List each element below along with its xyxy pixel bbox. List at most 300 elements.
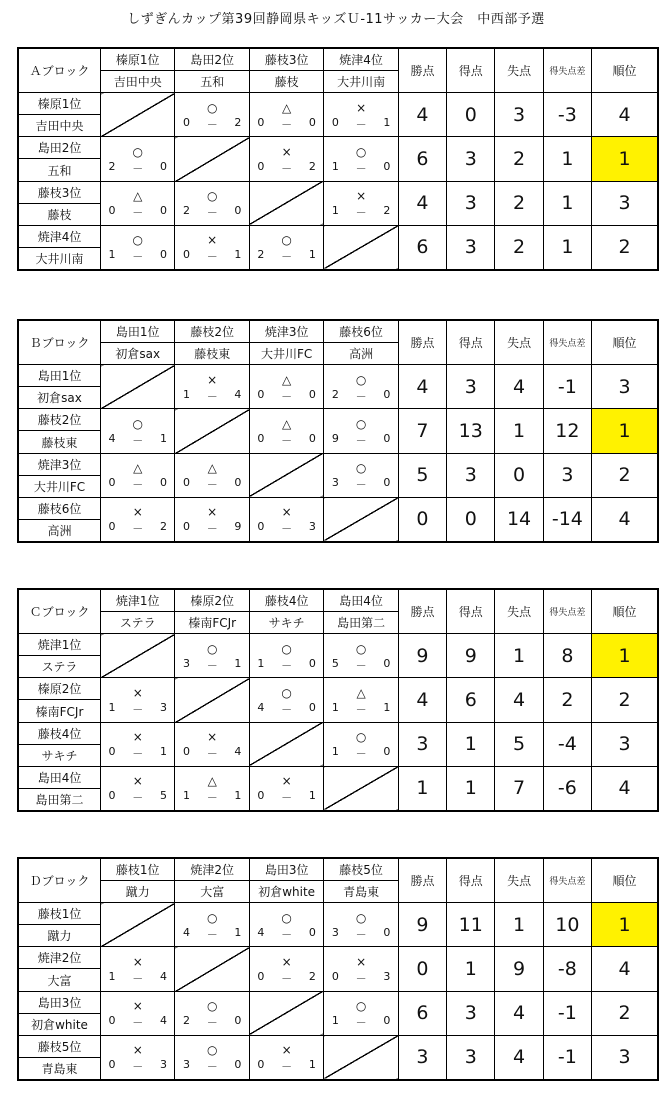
- league-table: [17, 319, 659, 543]
- score-dash: －: [281, 522, 293, 536]
- self-match-cell: [101, 634, 175, 678]
- match-score: [324, 1013, 398, 1035]
- score-line: [324, 387, 397, 404]
- row-team-name: サキチ: [18, 744, 101, 766]
- league-table: [17, 857, 659, 1081]
- row-team-name: ステラ: [18, 656, 101, 678]
- goals-against-value: 2: [495, 225, 543, 270]
- stat-header: 得失点差: [543, 589, 591, 634]
- score-against: 1: [234, 925, 242, 939]
- points-value: 1: [398, 766, 446, 811]
- match-result-mark: ○: [324, 365, 398, 387]
- row-team-seed: 焼津1位: [18, 634, 101, 656]
- match-score: [175, 1013, 249, 1035]
- column-team-seed: 焼津1位: [101, 589, 175, 612]
- score-dash: －: [281, 791, 293, 805]
- score-for: 0: [182, 115, 190, 129]
- goals-against-value: 7: [495, 766, 543, 811]
- score-against: 1: [383, 115, 391, 129]
- row-team-name: 初倉sax: [18, 387, 101, 409]
- goal-diff-value: -1: [543, 991, 591, 1035]
- row-team-seed: 榛原1位: [18, 93, 101, 115]
- stat-header: 失点: [495, 589, 543, 634]
- column-team-name: 吉田中央: [101, 71, 175, 93]
- score-dash: －: [355, 658, 367, 672]
- score-line: [175, 656, 248, 673]
- score-line: [324, 700, 397, 717]
- score-against: 2: [308, 159, 316, 173]
- stat-header: 得点: [447, 589, 495, 634]
- column-team-name: 高洲: [324, 343, 398, 365]
- score-for: 4: [108, 431, 116, 445]
- goals-for-value: 3: [447, 1035, 495, 1080]
- score-for: 2: [257, 248, 265, 262]
- match-score: [324, 387, 398, 409]
- self-match-cell: [249, 181, 323, 225]
- league-block: [17, 319, 659, 543]
- column-team-name: サキチ: [249, 612, 323, 634]
- goal-diff-value: -6: [543, 766, 591, 811]
- score-line: [324, 475, 397, 492]
- match-score: [324, 656, 398, 678]
- score-for: 0: [108, 1058, 116, 1072]
- goals-for-value: 3: [447, 453, 495, 497]
- goal-diff-value: -4: [543, 722, 591, 766]
- goals-against-value: 4: [495, 678, 543, 722]
- score-for: 0: [257, 387, 265, 401]
- score-dash: －: [206, 522, 218, 536]
- match-score: [175, 788, 249, 811]
- self-match-cell: [175, 409, 249, 453]
- self-match-cell: [101, 903, 175, 947]
- score-for: 1: [182, 789, 190, 803]
- score-against: 2: [159, 520, 167, 534]
- score-for: 1: [331, 745, 339, 759]
- self-match-cell: [324, 1035, 398, 1080]
- points-value: 9: [398, 634, 446, 678]
- column-team-name: 青島東: [324, 881, 398, 903]
- score-for: 3: [331, 925, 339, 939]
- match-result-mark: ×: [324, 181, 398, 203]
- goal-diff-value: 1: [543, 181, 591, 225]
- match-score: [324, 203, 398, 225]
- score-against: 3: [159, 700, 167, 714]
- score-for: 0: [257, 520, 265, 534]
- match-score: [249, 247, 323, 270]
- match-result-mark: ×: [101, 1035, 175, 1057]
- score-for: 1: [108, 248, 116, 262]
- match-result-mark: ×: [175, 225, 249, 247]
- goals-against-value: 4: [495, 1035, 543, 1080]
- score-against: 3: [383, 969, 391, 983]
- score-line: [175, 788, 248, 805]
- rank-value: 3: [592, 1035, 658, 1080]
- match-score: [249, 1057, 323, 1080]
- stat-header: 勝点: [398, 589, 446, 634]
- goal-diff-value: 10: [543, 903, 591, 947]
- goals-against-value: 1: [495, 903, 543, 947]
- score-for: 2: [182, 204, 190, 218]
- match-result-mark: ×: [101, 722, 175, 744]
- score-dash: －: [355, 389, 367, 403]
- column-team-name: 蹴力: [101, 881, 175, 903]
- stat-header: 勝点: [398, 48, 446, 93]
- rank-value: 2: [592, 678, 658, 722]
- goal-diff-value: 1: [543, 137, 591, 181]
- score-dash: －: [132, 206, 144, 220]
- goal-diff-value: 12: [543, 409, 591, 453]
- score-dash: －: [132, 433, 144, 447]
- match-result-mark: ○: [101, 409, 175, 431]
- score-line: [101, 788, 174, 805]
- goals-against-value: 1: [495, 409, 543, 453]
- stat-header: 得点: [447, 48, 495, 93]
- score-dash: －: [281, 927, 293, 941]
- goals-against-value: 1: [495, 634, 543, 678]
- goals-against-value: 9: [495, 947, 543, 991]
- score-line: [101, 203, 174, 220]
- row-team-name: 藤枝: [18, 203, 101, 225]
- score-against: 1: [308, 789, 316, 803]
- score-line: [101, 431, 174, 448]
- match-result-mark: △: [249, 409, 323, 431]
- match-result-mark: △: [101, 181, 175, 203]
- match-score: [101, 788, 175, 811]
- goals-against-value: 4: [495, 991, 543, 1035]
- score-dash: －: [206, 206, 218, 220]
- match-score: [175, 115, 249, 137]
- stat-header: 順位: [592, 858, 658, 903]
- match-result-mark: ○: [175, 93, 249, 115]
- goals-for-value: 3: [447, 181, 495, 225]
- score-against: 2: [234, 115, 242, 129]
- match-result-mark: ×: [101, 991, 175, 1013]
- row-team-seed: 島田1位: [18, 365, 101, 387]
- column-team-seed: 島田1位: [101, 320, 175, 343]
- row-team-name: 大井川FC: [18, 475, 101, 497]
- score-dash: －: [132, 747, 144, 761]
- score-dash: －: [132, 971, 144, 985]
- column-team-seed: 島田2位: [175, 48, 249, 71]
- match-result-mark: △: [324, 678, 398, 700]
- score-line: [250, 247, 323, 264]
- points-value: 4: [398, 181, 446, 225]
- score-line: [101, 475, 174, 492]
- rank-value: 2: [592, 991, 658, 1035]
- stat-header: 得点: [447, 858, 495, 903]
- goals-against-value: 2: [495, 181, 543, 225]
- match-score: [101, 700, 175, 722]
- row-team-name: 吉田中央: [18, 115, 101, 137]
- page-title: しずぎんカップ第39回静岡県キッズＵ-11サッカー大会 中西部予選: [127, 12, 545, 27]
- stat-header: 失点: [495, 48, 543, 93]
- score-for: 3: [331, 476, 339, 490]
- goals-for-value: 3: [447, 365, 495, 409]
- score-dash: －: [206, 927, 218, 941]
- goal-diff-value: -14: [543, 497, 591, 542]
- score-dash: －: [132, 791, 144, 805]
- match-result-mark: ○: [324, 991, 398, 1013]
- column-team-name: 大井川FC: [249, 343, 323, 365]
- rank-value: 4: [592, 93, 658, 137]
- match-result-mark: ○: [249, 903, 323, 925]
- match-score: [101, 1013, 175, 1035]
- score-against: 1: [159, 431, 167, 445]
- goals-for-value: 1: [447, 947, 495, 991]
- score-for: 1: [257, 656, 265, 670]
- rank-value: 2: [592, 453, 658, 497]
- league-table: [17, 47, 659, 271]
- match-result-mark: ×: [324, 93, 398, 115]
- score-line: [250, 115, 323, 132]
- column-team-name: 大富: [175, 881, 249, 903]
- goals-for-value: 0: [447, 93, 495, 137]
- score-for: 1: [331, 700, 339, 714]
- score-line: [250, 925, 323, 942]
- match-result-mark: ×: [175, 497, 249, 519]
- score-line: [101, 969, 174, 986]
- match-score: [101, 203, 175, 225]
- match-result-mark: ×: [249, 497, 323, 519]
- score-line: [250, 700, 323, 717]
- goal-diff-value: -3: [543, 93, 591, 137]
- self-match-cell: [324, 766, 398, 811]
- score-line: [101, 744, 174, 761]
- row-team-name: 藤枝東: [18, 431, 101, 453]
- match-result-mark: ×: [175, 365, 249, 387]
- score-line: [324, 656, 397, 673]
- score-line: [250, 969, 323, 986]
- score-line: [101, 247, 174, 264]
- rank-value: 2: [592, 225, 658, 270]
- score-against: 0: [159, 204, 167, 218]
- score-for: 0: [182, 476, 190, 490]
- score-line: [250, 159, 323, 176]
- match-result-mark: ○: [249, 634, 323, 656]
- score-dash: －: [355, 117, 367, 131]
- score-against: 1: [308, 248, 316, 262]
- rank-value: 1: [592, 634, 658, 678]
- score-for: 4: [182, 925, 190, 939]
- score-against: 0: [234, 476, 242, 490]
- self-match-cell: [175, 678, 249, 722]
- block-label: Ｄブロック: [18, 858, 101, 903]
- column-team-seed: 焼津4位: [324, 48, 398, 71]
- row-team-name: 青島東: [18, 1057, 101, 1080]
- score-dash: －: [206, 1060, 218, 1074]
- self-match-cell: [175, 137, 249, 181]
- goal-diff-value: -8: [543, 947, 591, 991]
- goal-diff-value: 3: [543, 453, 591, 497]
- match-score: [249, 700, 323, 722]
- match-score: [249, 159, 323, 181]
- score-line: [175, 475, 248, 492]
- score-dash: －: [132, 478, 144, 492]
- score-dash: －: [132, 522, 144, 536]
- score-dash: －: [355, 927, 367, 941]
- score-against: 0: [383, 656, 391, 670]
- score-line: [250, 1057, 323, 1074]
- match-score: [249, 656, 323, 678]
- match-score: [101, 247, 175, 270]
- match-score: [249, 788, 323, 811]
- score-dash: －: [206, 389, 218, 403]
- match-score: [175, 656, 249, 678]
- score-dash: －: [206, 658, 218, 672]
- match-result-mark: ×: [101, 497, 175, 519]
- score-dash: －: [355, 971, 367, 985]
- score-for: 1: [331, 159, 339, 173]
- score-line: [250, 431, 323, 448]
- goals-for-value: 9: [447, 634, 495, 678]
- score-against: 1: [234, 656, 242, 670]
- match-result-mark: ○: [324, 722, 398, 744]
- self-match-cell: [249, 722, 323, 766]
- match-score: [324, 431, 398, 453]
- match-score: [175, 247, 249, 270]
- score-for: 1: [108, 700, 116, 714]
- score-for: 3: [182, 656, 190, 670]
- goal-diff-value: 2: [543, 678, 591, 722]
- row-team-seed: 島田4位: [18, 766, 101, 788]
- score-against: 0: [383, 387, 391, 401]
- score-line: [324, 1013, 397, 1030]
- points-value: 0: [398, 947, 446, 991]
- goals-for-value: 3: [447, 137, 495, 181]
- score-line: [175, 1013, 248, 1030]
- rank-value: 1: [592, 137, 658, 181]
- block-label: Ｃブロック: [18, 589, 101, 634]
- score-for: 0: [182, 745, 190, 759]
- score-for: 0: [257, 115, 265, 129]
- row-team-name: 大井川南: [18, 247, 101, 270]
- goals-for-value: 1: [447, 722, 495, 766]
- row-team-name: 榛南FCJr: [18, 700, 101, 722]
- score-for: 0: [257, 1058, 265, 1072]
- points-value: 3: [398, 722, 446, 766]
- match-result-mark: ×: [324, 947, 398, 969]
- self-match-cell: [175, 947, 249, 991]
- match-score: [324, 925, 398, 947]
- score-for: 2: [182, 1014, 190, 1028]
- score-line: [175, 387, 248, 404]
- match-result-mark: ×: [175, 722, 249, 744]
- score-against: 0: [159, 248, 167, 262]
- score-line: [175, 115, 248, 132]
- match-result-mark: ○: [101, 225, 175, 247]
- row-team-seed: 焼津2位: [18, 947, 101, 969]
- score-line: [324, 431, 397, 448]
- league-table: [17, 588, 659, 812]
- row-team-seed: 島田2位: [18, 137, 101, 159]
- goals-against-value: 5: [495, 722, 543, 766]
- score-against: 4: [159, 1014, 167, 1028]
- score-dash: －: [355, 206, 367, 220]
- score-against: 0: [159, 159, 167, 173]
- score-for: 0: [182, 520, 190, 534]
- match-result-mark: △: [175, 766, 249, 788]
- rank-value: 3: [592, 722, 658, 766]
- goals-against-value: 3: [495, 93, 543, 137]
- points-value: 4: [398, 678, 446, 722]
- match-result-mark: ×: [249, 137, 323, 159]
- column-team-name: 島田第二: [324, 612, 398, 634]
- score-dash: －: [132, 161, 144, 175]
- stat-header: 勝点: [398, 320, 446, 365]
- row-team-name: 島田第二: [18, 788, 101, 811]
- score-dash: －: [281, 161, 293, 175]
- stat-header: 得点: [447, 320, 495, 365]
- score-against: 2: [383, 204, 391, 218]
- stat-header: 順位: [592, 589, 658, 634]
- score-against: 0: [383, 925, 391, 939]
- goal-diff-value: 1: [543, 225, 591, 270]
- score-dash: －: [206, 478, 218, 492]
- match-score: [249, 519, 323, 542]
- match-score: [249, 387, 323, 409]
- goals-for-value: 3: [447, 225, 495, 270]
- score-against: 0: [308, 656, 316, 670]
- column-team-seed: 藤枝2位: [175, 320, 249, 343]
- match-result-mark: ○: [175, 634, 249, 656]
- score-dash: －: [355, 433, 367, 447]
- goals-against-value: 0: [495, 453, 543, 497]
- score-for: 1: [331, 1014, 339, 1028]
- match-result-mark: ○: [324, 409, 398, 431]
- points-value: 6: [398, 137, 446, 181]
- score-line: [324, 159, 397, 176]
- score-for: 0: [108, 520, 116, 534]
- column-team-seed: 榛原1位: [101, 48, 175, 71]
- match-score: [175, 387, 249, 409]
- match-result-mark: ○: [324, 453, 398, 475]
- points-value: 9: [398, 903, 446, 947]
- match-result-mark: ×: [101, 947, 175, 969]
- points-value: 5: [398, 453, 446, 497]
- score-dash: －: [281, 702, 293, 716]
- column-team-seed: 島田3位: [249, 858, 323, 881]
- goals-for-value: 3: [447, 991, 495, 1035]
- score-against: 1: [308, 1058, 316, 1072]
- match-score: [324, 115, 398, 137]
- goals-against-value: 4: [495, 365, 543, 409]
- score-dash: －: [281, 389, 293, 403]
- match-score: [324, 744, 398, 766]
- score-against: 0: [308, 431, 316, 445]
- self-match-cell: [249, 453, 323, 497]
- score-against: 0: [308, 115, 316, 129]
- stat-header: 勝点: [398, 858, 446, 903]
- score-line: [175, 519, 248, 536]
- column-team-name: 五和: [175, 71, 249, 93]
- match-score: [101, 969, 175, 991]
- score-dash: －: [355, 702, 367, 716]
- match-score: [249, 115, 323, 137]
- score-for: 2: [331, 387, 339, 401]
- score-line: [324, 744, 397, 761]
- block-label: Ｂブロック: [18, 320, 101, 365]
- match-result-mark: ×: [101, 766, 175, 788]
- rank-value: 3: [592, 365, 658, 409]
- match-result-mark: △: [101, 453, 175, 475]
- score-against: 4: [159, 969, 167, 983]
- match-score: [324, 969, 398, 991]
- match-result-mark: ○: [175, 903, 249, 925]
- match-score: [324, 700, 398, 722]
- points-value: 4: [398, 93, 446, 137]
- stat-header: 得失点差: [543, 48, 591, 93]
- column-team-seed: 藤枝4位: [249, 589, 323, 612]
